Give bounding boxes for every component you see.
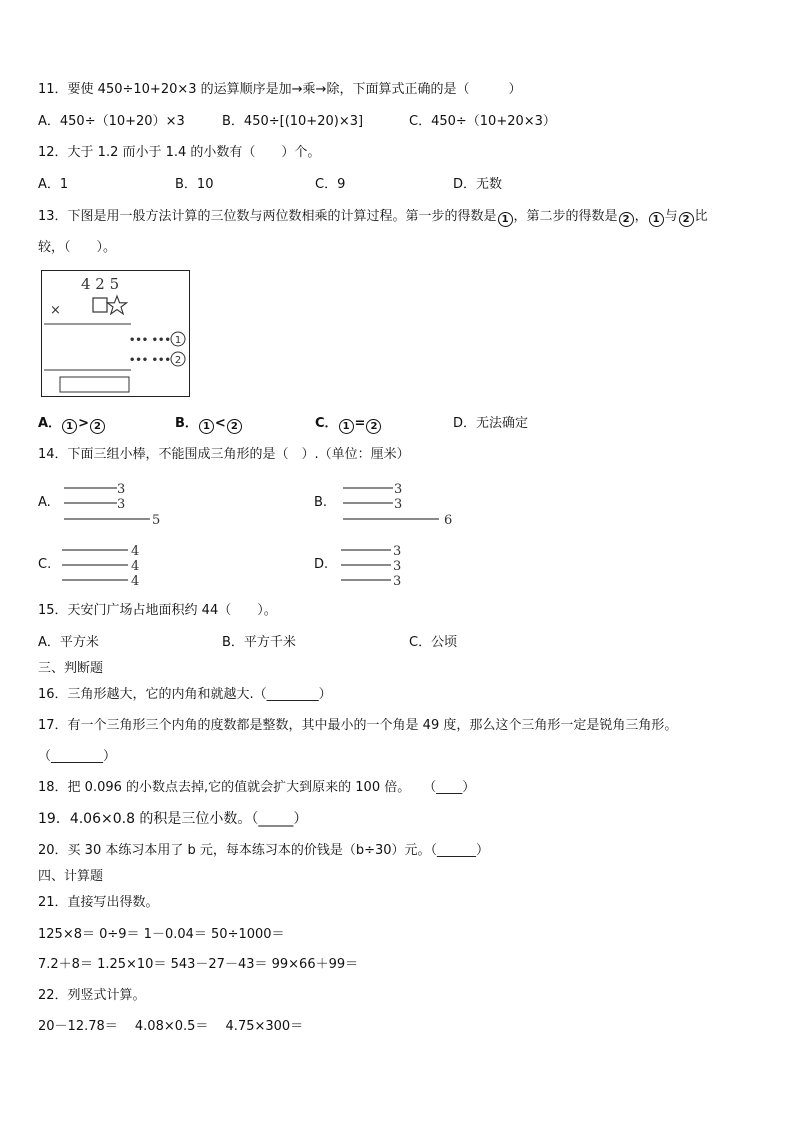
q14-group-a-label: A. xyxy=(38,495,51,510)
stick-length: 3 xyxy=(393,544,402,559)
q14-group-c-sticks xyxy=(60,541,170,591)
relation-sign: = xyxy=(354,416,366,431)
result-2-mark: 2 xyxy=(90,419,105,434)
q21-stem: 21．直接写出得数。 xyxy=(38,895,159,910)
step-2-number: 2 xyxy=(174,355,182,366)
result-2-mark: 2 xyxy=(679,212,694,227)
stick-length: 4 xyxy=(131,559,140,574)
result-1-mark: 1 xyxy=(498,212,513,227)
stick-length: 6 xyxy=(444,513,453,528)
section-heading-calculation: 四、计算题 xyxy=(38,869,104,884)
q14-group-d-label: D. xyxy=(314,557,329,572)
stick-length: 3 xyxy=(394,482,403,497)
dots-1: ••• ••• xyxy=(129,335,171,346)
stick-length: 3 xyxy=(394,497,403,512)
step-1-number: 1 xyxy=(174,335,182,346)
q13-stem xyxy=(38,209,708,227)
q11-stem: 11．要使 450÷10+20×3 的运算顺序是加→乘→除，下面算式正确的是（ ） xyxy=(38,82,522,97)
multiplicand-digits: 4 2 5 xyxy=(81,275,120,293)
q13-stem-part-b: ，第二步的得数是 xyxy=(513,209,618,224)
q13-option-d xyxy=(453,416,528,432)
q13-stem-part-e: 比 xyxy=(694,209,708,224)
q21-row-2: 7.2＋8＝ 1.25×10＝ 543－27－43＝ 99×66＋99＝ xyxy=(38,957,359,972)
q14-group-d-sticks xyxy=(339,541,449,591)
q13-option-c xyxy=(315,416,382,434)
q22-stem: 22．列竖式计算。 xyxy=(38,988,146,1003)
q21-row-1: 125×8＝ 0÷9＝ 1－0.04＝ 50÷1000＝ xyxy=(38,927,285,942)
q15-option-b: B．平方千米 xyxy=(222,635,296,650)
q14-stem: 14．下面三组小棒，不能围成三角形的是（ ）.（单位：厘米） xyxy=(38,447,410,462)
result-1-mark: 1 xyxy=(339,419,354,434)
q17-answer-blank: （________） xyxy=(38,749,117,764)
relation-sign: < xyxy=(214,416,226,431)
relation-sign: > xyxy=(78,416,89,431)
q12-option-a: A．1 xyxy=(38,177,69,192)
q16-stem: 16．三角形越大，它的内角和就越大.（________） xyxy=(38,687,332,702)
result-1-mark: 1 xyxy=(649,212,664,227)
result-1-mark: 1 xyxy=(199,419,214,434)
star-placeholder-icon xyxy=(107,296,126,314)
q14-group-a-sticks xyxy=(62,478,172,528)
result-2-mark: 2 xyxy=(366,419,381,434)
q12-option-c: C．9 xyxy=(315,177,346,192)
q15-option-a: A．平方米 xyxy=(38,635,99,650)
q14-group-c-label: C. xyxy=(38,557,52,572)
multiplication-diagram xyxy=(41,270,190,397)
q13-stem-part-d: 与 xyxy=(664,209,678,224)
q13-stem-line2: 较，（ ）。 xyxy=(38,240,117,255)
q12-stem: 12．大于 1.2 而小于 1.4 的小数有（ ）个。 xyxy=(38,145,321,160)
q13-stem-part-c: ， xyxy=(634,209,648,224)
option-prefix: A． xyxy=(38,416,62,431)
q22-row-1: 20－12.78＝ 4.08×0.5＝ 4.75×300＝ xyxy=(38,1019,304,1034)
option-prefix: C． xyxy=(315,416,338,431)
q15-stem: 15．天安门广场占地面积约 44（ ）。 xyxy=(38,603,277,618)
result-2-mark: 2 xyxy=(619,212,634,227)
q19-stem: 19．4.06×0.8 的积是三位小数。（_____） xyxy=(38,811,308,827)
q11-option-b: B．450÷[(10+20)×3] xyxy=(222,114,364,129)
q18-stem: 18．把 0.096 的小数点去掉,它的值就会扩大到原来的 100 倍。 （____） xyxy=(38,780,476,795)
answer-box xyxy=(60,377,129,392)
q15-option-c: C．公顷 xyxy=(409,635,458,650)
result-1-mark: 1 xyxy=(62,419,77,434)
option-prefix: D． xyxy=(453,416,477,431)
q14-group-b-label: B. xyxy=(314,495,328,510)
section-heading-judgement: 三、判断题 xyxy=(38,661,104,676)
stick-length: 3 xyxy=(117,497,126,512)
q14-group-b-sticks xyxy=(341,478,461,528)
stick-length: 5 xyxy=(152,513,161,528)
times-sign: × xyxy=(50,303,61,318)
option-text: 无法确定 xyxy=(476,416,529,431)
result-2-mark: 2 xyxy=(227,419,242,434)
q13-stem-part-a: 13．下图是用一般方法计算的三位数与两位数相乘的计算过程。第一步的得数是 xyxy=(38,209,497,224)
multiplication-diagram-svg xyxy=(41,270,190,397)
q11-option-a: A．450÷（10+20）×3 xyxy=(38,114,185,129)
q17-stem: 17．有一个三角形三个内角的度数都是整数，其中最小的一个角是 49 度，那么这个三角形一定是锐角三角形。 xyxy=(38,718,678,733)
stick-length: 4 xyxy=(131,544,140,559)
option-prefix: B． xyxy=(175,416,198,431)
stick-length: 4 xyxy=(131,574,140,589)
stick-length: 3 xyxy=(393,559,402,574)
stick-length: 3 xyxy=(393,574,402,589)
q12-option-b: B．10 xyxy=(175,177,214,192)
q11-option-c: C．450÷（10+20×3） xyxy=(409,114,556,129)
square-placeholder-icon xyxy=(93,298,107,312)
dots-2: ••• ••• xyxy=(129,355,171,366)
q20-stem: 20．买 30 本练习本用了 b 元，每本练习本的价钱是（b÷30）元。（______） xyxy=(38,843,490,858)
stick-length: 3 xyxy=(117,482,126,497)
q13-option-a xyxy=(38,416,106,434)
q13-option-b xyxy=(175,416,243,434)
q12-option-d: D．无数 xyxy=(453,177,503,192)
